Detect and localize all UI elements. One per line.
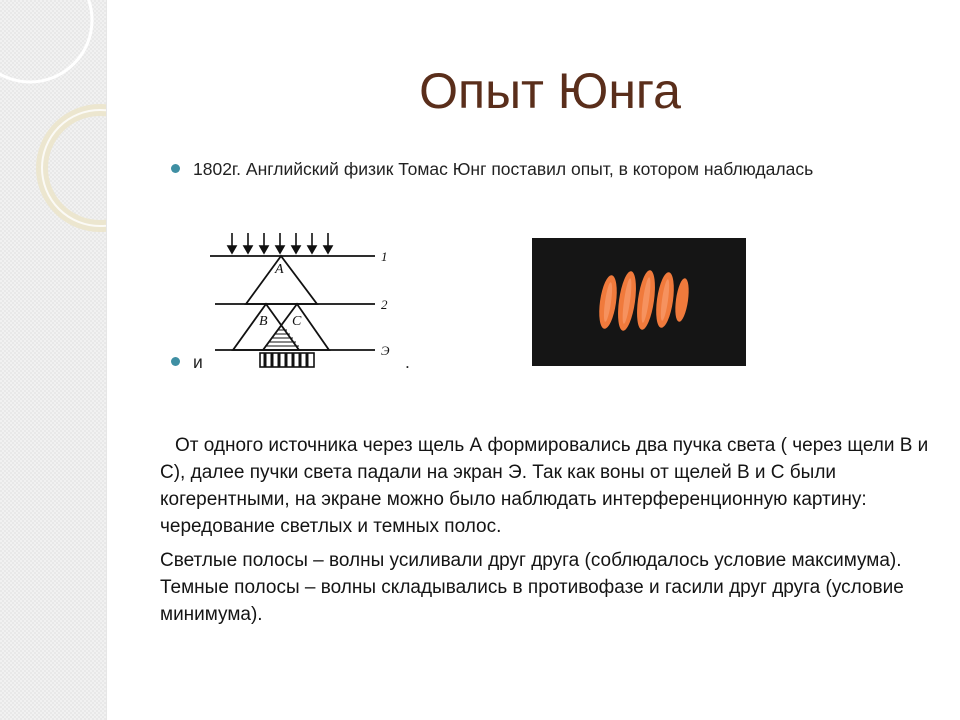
fragment-text-end: . <box>405 352 410 372</box>
dark-fringe-condition: Темные полосы – волны складывались в противофазе и гасили друг друга (условие минимума). <box>160 577 904 625</box>
explanation-paragraph <box>160 432 950 540</box>
young-experiment-diagram <box>205 227 405 372</box>
bright-fringe-condition: Светлые полосы – волны усиливали друг друга (соблюдалось условие максимума). <box>160 550 902 571</box>
label-line-1: 1 <box>381 249 388 264</box>
fringe <box>673 277 691 322</box>
interference-photo <box>532 238 746 366</box>
incoming-light-arrows <box>228 233 332 253</box>
decorative-rings <box>0 0 106 720</box>
slide-title: Опыт Юнга <box>419 63 681 119</box>
label-slit-c: C <box>292 314 302 329</box>
decorative-side-strip <box>0 0 106 720</box>
bullet-dot <box>171 164 180 173</box>
screen-fringe-marks <box>265 353 307 367</box>
interference-fringes <box>532 238 746 366</box>
fragment-text-start: и <box>193 352 203 372</box>
label-screen: Э <box>381 343 390 358</box>
bullet-dot <box>171 357 180 366</box>
label-slit-a: A <box>275 262 284 277</box>
ring-top <box>0 0 92 82</box>
strip-divider <box>106 0 107 720</box>
label-slit-b: B <box>259 314 268 329</box>
explanation-text: От одного источника через щель А формировались два пучка света ( через щели В и С), далее пучки света падали на экран Э. Так как воны от щелей В и С были когерентными, на экране можно было наблюдать интерференционную картину: чередование светлых и темных полос. <box>160 435 929 537</box>
label-line-2: 2 <box>381 297 388 312</box>
fringe-conditions-paragraph <box>160 547 950 628</box>
intro-text: 1802г. Английский физик Томас Юнг поставил опыт, в котором наблюдалась <box>193 159 814 179</box>
ring-middle <box>42 110 106 226</box>
